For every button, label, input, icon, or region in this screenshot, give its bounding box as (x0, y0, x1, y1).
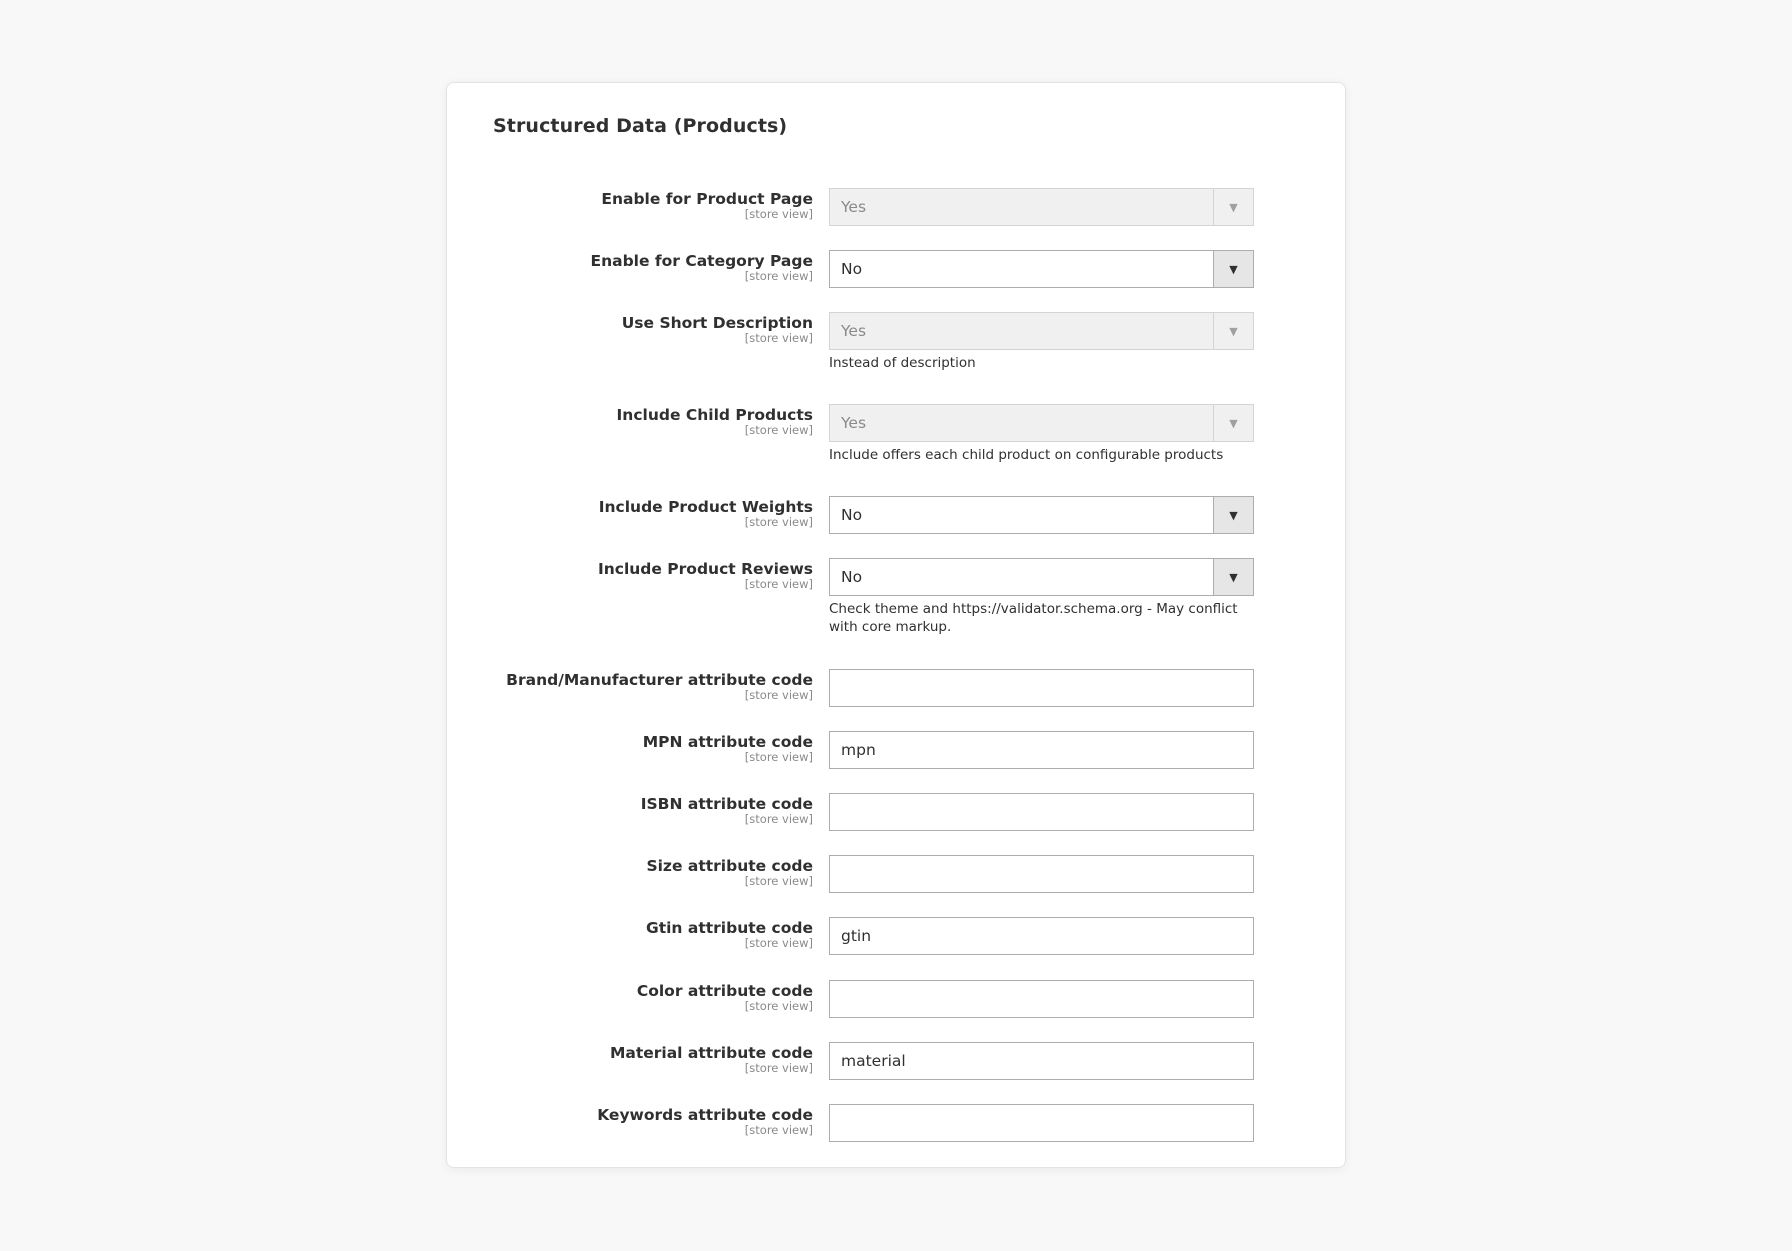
field-label (610, 1044, 813, 1075)
field-label (641, 795, 813, 826)
field-label (598, 560, 813, 591)
field-label (601, 190, 813, 221)
field-label (622, 314, 813, 345)
field-note: Check theme and https://validator.schema.org - May conflict with core markup. (829, 601, 1238, 635)
field-label (506, 671, 813, 702)
chevron-down-icon: ▼ (1213, 251, 1253, 287)
size-attribute-input[interactable] (829, 855, 1254, 893)
label-size-attribute: Size attribute code (646, 857, 813, 875)
scope-label: [store view] (744, 999, 813, 1013)
scope-label: [store view] (744, 515, 813, 529)
select-value: No (841, 568, 863, 586)
label-keywords-attribute: Keywords attribute code (597, 1106, 813, 1124)
select-value: No (841, 260, 863, 278)
scope-label: [store view] (744, 688, 813, 702)
label-include-product-weights: Include Product Weights (598, 498, 813, 516)
label-isbn-attribute: ISBN attribute code (640, 795, 813, 813)
scope-label: [store view] (744, 269, 813, 283)
scope-label: [store view] (744, 812, 813, 826)
mpn-attribute-input[interactable] (829, 731, 1254, 769)
chevron-down-icon: ▼ (1213, 189, 1253, 225)
include-product-reviews-select[interactable] (829, 558, 1254, 596)
scope-label: [store view] (744, 1123, 813, 1137)
section-title: Structured Data (Products) (493, 115, 788, 137)
chevron-down-icon: ▼ (1213, 313, 1253, 349)
field-label (646, 857, 813, 888)
scope-label: [store view] (744, 331, 813, 345)
structured-data-panel (446, 82, 1346, 1168)
label-brand-attribute: Brand/Manufacturer attribute code (506, 671, 813, 689)
select-value: Yes (841, 414, 867, 432)
color-attribute-input[interactable] (829, 980, 1254, 1018)
keywords-attribute-input[interactable] (829, 1104, 1254, 1142)
scope-label: [store view] (744, 1061, 813, 1075)
select-value: Yes (841, 322, 867, 340)
label-enable-category-page: Enable for Category Page (590, 252, 813, 270)
material-attribute-input[interactable] (829, 1042, 1254, 1080)
isbn-attribute-input[interactable] (829, 793, 1254, 831)
label-color-attribute: Color attribute code (636, 982, 813, 1000)
brand-attribute-input[interactable] (829, 669, 1254, 707)
scope-label: [store view] (744, 874, 813, 888)
scope-label: [store view] (744, 577, 813, 591)
field-note: Include offers each child product on configurable products (829, 447, 1224, 463)
field-label (643, 733, 813, 764)
label-use-short-description: Use Short Description (621, 314, 813, 332)
include-child-products-select[interactable] (829, 404, 1254, 442)
gtin-attribute-input[interactable] (829, 917, 1254, 955)
label-gtin-attribute: Gtin attribute code (645, 919, 813, 937)
scope-label: [store view] (744, 750, 813, 764)
select-value: No (841, 506, 863, 524)
field-label (646, 919, 813, 950)
label-include-product-reviews: Include Product Reviews (597, 560, 813, 578)
label-include-child-products: Include Child Products (616, 406, 813, 424)
scope-label: [store view] (744, 207, 813, 221)
field-label (617, 406, 813, 437)
field-label (591, 252, 814, 283)
select-value: Yes (841, 198, 867, 216)
include-product-weights-select[interactable] (829, 496, 1254, 534)
enable-category-page-select[interactable] (829, 250, 1254, 288)
field-label (599, 498, 813, 529)
label-material-attribute: Material attribute code (609, 1044, 813, 1062)
enable-product-page-select[interactable] (829, 188, 1254, 226)
scope-label: [store view] (744, 936, 813, 950)
field-note: Instead of description (829, 355, 976, 371)
scope-label: [store view] (744, 423, 813, 437)
use-short-description-select[interactable] (829, 312, 1254, 350)
chevron-down-icon: ▼ (1213, 559, 1253, 595)
chevron-down-icon: ▼ (1213, 405, 1253, 441)
label-enable-product-page: Enable for Product Page (601, 190, 813, 208)
field-label (637, 982, 813, 1013)
chevron-down-icon: ▼ (1213, 497, 1253, 533)
label-mpn-attribute: MPN attribute code (642, 733, 813, 751)
field-label (597, 1106, 813, 1137)
